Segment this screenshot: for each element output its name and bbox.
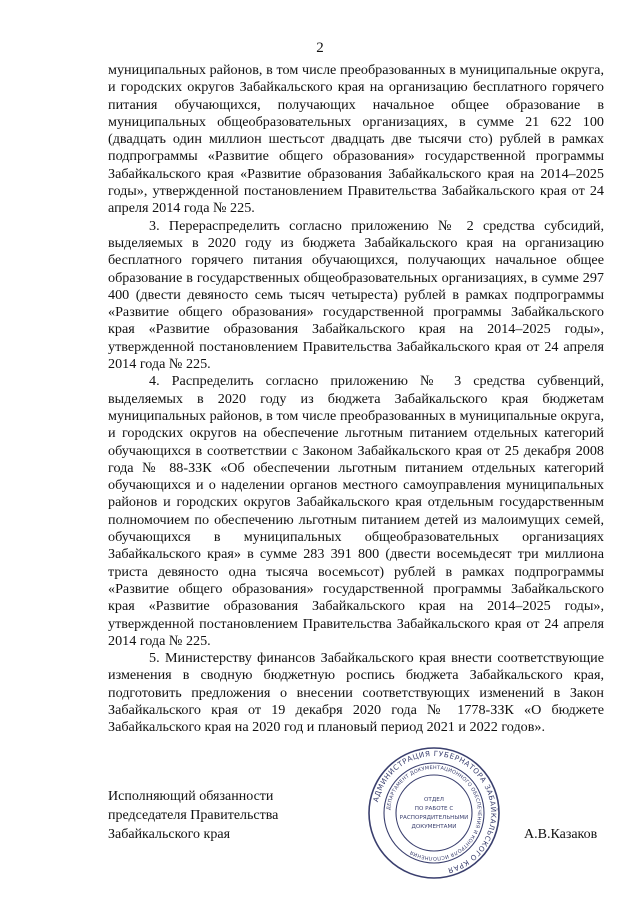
stamp-center-line: ОТДЕЛ	[424, 797, 444, 803]
svg-text:ДЕПАРТАМЕНТ ДОКУМЕНТАЦИОННОГО	[386, 765, 482, 861]
stamp-center-line: РАСПОРЯДИТЕЛЬНЫМИ	[399, 815, 469, 821]
signature-block	[108, 787, 278, 844]
signer-name: А.В.Казаков	[524, 827, 598, 842]
signer-position-line: Исполняющий обязанности	[108, 789, 274, 804]
stamp-outer-text: АДМИНИСТРАЦИЯ ГУБЕРНАТОРА ЗАБАЙКАЛЬСКОГО КРАЯ	[371, 748, 499, 876]
paragraph-5: 5. Министерству финансов Забайкальского края внести соответствующие изменения в сводную бюджетную роспись бюджета Забайкальского края, подготовить предложения о внесении соответствующих изменений в Закон Забайкальского края от 19 декабря 2020 года № 1778-ЗЗК «О бюджете Забайкальского края на 2020 год и плановый период 2021 и 2022 годов».	[108, 650, 604, 736]
stamp-inner-ring-text: ДЕПАРТАМЕНТ ДОКУМЕНТАЦИОННОГО ОБЕСПЕЧЕНИЯ И КОНТРОЛЯ ИСПОЛНЕНИЯ	[386, 764, 483, 862]
paragraph-3: 3. Перераспределить согласно приложению № 2 средства субсидий, выделяемых в 2020 году из бюджета Забайкальского края на организацию бесплатного горячего питания обучающихся, получающих начальное общее образование в государственных общеобразовательных организациях, в сумме 297 400 (двести девяносто семь тысяч четыреста) рублей в рамках подпрограммы «Развитие общего образования» государственной программы Забайкальского края «Развитие образования Забайкальского края на 2014–2025 годы», утвержденной постановлением Правительства Забайкальского края от 24 апреля 2014 года № 225.	[108, 217, 604, 373]
stamp-center-line: ДОКУМЕНТАМИ	[411, 824, 457, 830]
paragraph-continuation: муниципальных районов, в том числе преобразованных в муниципальные округа, и городских округов Забайкальского края на организацию бесплатного горячего питания обучающихся, получающих начальное общее образование в муниципальных общеобразовательных организациях, в сумме 21 622 100 (двадцать один миллион шестьсот двадцать две тысячи сто) рублей в рамках подпрограммы «Развитие общего образования» государственной программы Забайкальского края «Развитие образования Забайкальского края на 2014–2025 годы», утвержденной постановлением Правительства Забайкальского края от 24 апреля 2014 года № 225.	[108, 62, 604, 217]
signer-position-line: председателя Правительства	[108, 808, 279, 823]
signer-position-line: Забайкальского края	[108, 827, 231, 842]
stamp-center-line: ПО РАБОТЕ С	[414, 806, 454, 812]
official-seal-stamp	[366, 745, 502, 881]
page-number: 2	[316, 40, 324, 56]
paragraph-4: 4. Распределить согласно приложению № 3 средства субвенций, выделяемых в 2020 году из бюджета Забайкальского края бюджетам муниципальных районов, в том числе преобразованных в муниципальные округа, и городских округов на обеспечение льготным питанием отдельных категорий обучающихся в соответствии с Законом Забайкальского края от 25 декабря 2008 года № 88-ЗЗК «Об обеспечении льготным питанием отдельных категорий обучающихся и о наделении органов местного самоуправления муниципальных районов и городских округов Забайкальского края отдельным государственным полномочием по обеспечению льготным питанием детей из малоимущих семей, обучающихся в муниципальных общеобразовательных организациях Забайкальского края» в сумме 283 391 800 (двести восемьдесят три миллиона триста девяносто одна тысяча восемьсот) рублей в рамках подпрограммы «Развитие общего образования» государственной программы Забайкальского края «Развитие образования Забайкальского края на 2014–2025 годы», утвержденной постановлением Правительства Забайкальского края от 24 апреля 2014 года № 225.	[108, 373, 604, 649]
document-body	[108, 62, 604, 737]
